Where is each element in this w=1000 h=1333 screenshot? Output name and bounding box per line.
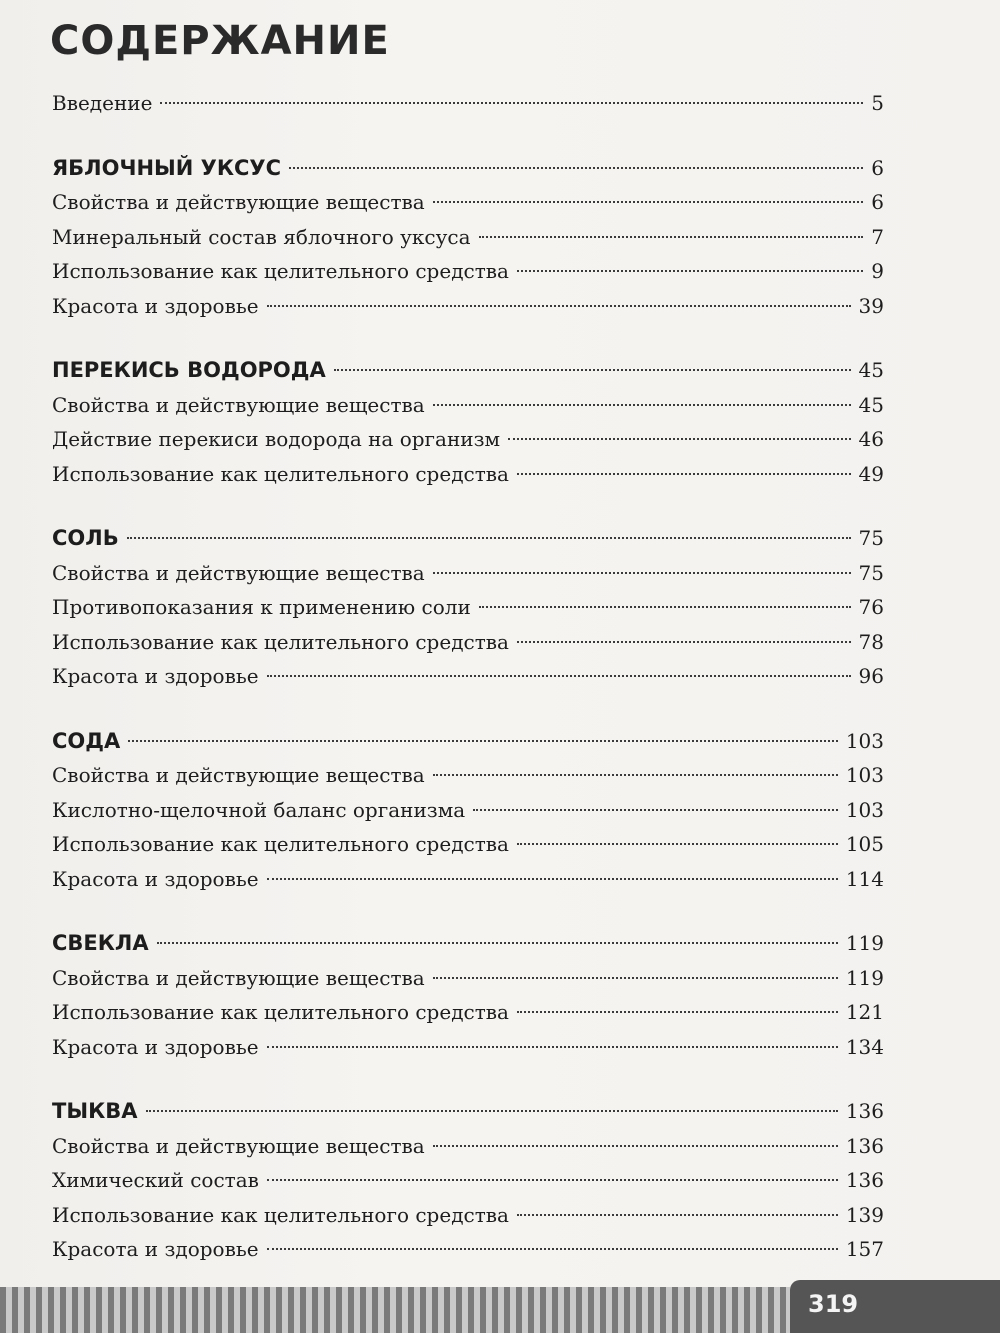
toc-entry-page: 76 — [858, 595, 884, 619]
toc-section — [52, 926, 884, 1064]
toc-entry-label: Свойства и действующие вещества — [52, 763, 425, 787]
toc-entry-label: Красота и здоровье — [52, 664, 259, 688]
dot-leader — [479, 606, 851, 608]
dot-leader — [334, 369, 851, 371]
page-title: СОДЕРЖАНИЕ — [50, 18, 390, 64]
toc-entry-label: Использование как целительного средства — [52, 629, 509, 654]
toc-entry-page: 103 — [845, 728, 884, 753]
toc-entry[interactable] — [52, 862, 884, 897]
toc-entry-page: 45 — [858, 358, 884, 382]
toc-entry-intro[interactable] — [52, 86, 884, 121]
toc-entry[interactable] — [52, 289, 884, 324]
dot-leader — [267, 878, 838, 880]
toc-entry[interactable] — [52, 659, 884, 694]
toc-entry[interactable] — [52, 220, 884, 255]
toc-entry-label: Кислотно-щелочной баланс организма — [52, 797, 466, 822]
toc-entry-label: СВЕКЛА — [52, 931, 149, 955]
toc-entry-page: 78 — [858, 629, 884, 654]
toc-entry-page: 136 — [845, 1133, 884, 1158]
toc-entry-label: Свойства и действующие вещества — [52, 965, 425, 990]
toc-section-heading[interactable] — [52, 151, 884, 186]
toc-entry-page: 105 — [845, 832, 884, 856]
dot-leader — [433, 1145, 838, 1147]
toc-entry[interactable] — [52, 1198, 884, 1233]
toc-entry[interactable] — [52, 827, 884, 862]
toc-entry-page: 5 — [871, 91, 884, 115]
toc-entry-label: Использование как целительного средства — [52, 259, 509, 283]
dot-leader — [517, 843, 838, 845]
toc-entry[interactable] — [52, 1232, 884, 1267]
dot-leader — [473, 809, 838, 811]
toc-entry-label: Химический состав — [52, 1168, 259, 1192]
dot-leader — [433, 572, 851, 574]
toc-section — [52, 353, 884, 491]
toc-entry-label: Использование как целительного средства — [52, 1000, 509, 1024]
toc-entry-label: Минеральный состав яблочного уксуса — [52, 224, 471, 249]
toc-section-heading[interactable] — [52, 521, 884, 556]
toc-entry-label: Действие перекиси водорода на организм — [52, 427, 501, 451]
toc-entry[interactable] — [52, 1163, 884, 1198]
dot-leader — [433, 404, 851, 406]
toc-entry-label: СОДА — [52, 728, 121, 753]
dot-leader — [517, 473, 851, 475]
toc-entry[interactable] — [52, 254, 884, 289]
toc-section — [52, 1094, 884, 1267]
dot-leader — [517, 1011, 838, 1013]
toc-entry[interactable] — [52, 995, 884, 1030]
toc-entry[interactable] — [52, 556, 884, 591]
toc-entry-page: 49 — [858, 461, 884, 486]
toc-entry-page: 7 — [871, 224, 884, 249]
toc-entry-page: 75 — [858, 560, 884, 585]
toc-entry-page: 75 — [858, 526, 884, 550]
toc-entry-label: СОЛЬ — [52, 526, 119, 550]
toc-entry-label: ПЕРЕКИСЬ ВОДОРОДА — [52, 358, 326, 382]
toc-section — [52, 521, 884, 694]
toc-entry-page: 157 — [845, 1237, 884, 1261]
dot-leader — [517, 641, 851, 643]
toc-entry[interactable] — [52, 758, 884, 793]
toc-entry[interactable] — [52, 1030, 884, 1065]
toc-entry-label: Красота и здоровье — [52, 293, 259, 318]
toc-entry-label: Свойства и действующие вещества — [52, 560, 425, 585]
toc-entry-label: Свойства и действующие вещества — [52, 190, 425, 214]
dot-leader — [267, 675, 851, 677]
dot-leader — [160, 102, 863, 104]
toc-entry[interactable] — [52, 625, 884, 660]
dot-leader — [289, 167, 863, 169]
toc-section — [52, 724, 884, 897]
toc-entry[interactable] — [52, 457, 884, 492]
dot-leader — [146, 1110, 838, 1112]
toc-entry-page: 119 — [845, 965, 884, 990]
toc-entry-label: Свойства и действующие вещества — [52, 1133, 425, 1158]
dot-leader — [127, 537, 851, 539]
toc-entry[interactable] — [52, 422, 884, 457]
dot-leader — [479, 236, 864, 238]
toc-entry[interactable] — [52, 793, 884, 828]
toc-entry[interactable] — [52, 590, 884, 625]
toc-entry-page: 6 — [871, 190, 884, 214]
dot-leader — [267, 1179, 838, 1181]
dot-leader — [433, 201, 864, 203]
dot-leader — [433, 774, 838, 776]
toc-entry-page: 114 — [845, 866, 884, 891]
toc-entry[interactable] — [52, 185, 884, 220]
toc-entry-label: Введение — [52, 91, 153, 115]
toc-section-heading[interactable] — [52, 926, 884, 961]
toc-entry-page: 45 — [858, 392, 884, 417]
dot-leader — [157, 942, 838, 944]
toc-entry[interactable] — [52, 388, 884, 423]
toc-entry-page: 139 — [845, 1202, 884, 1227]
toc-entry-page: 119 — [845, 931, 884, 955]
toc-entry-label: Противопоказания к применению соли — [52, 595, 471, 619]
toc-entry-label: Красота и здоровье — [52, 1237, 259, 1261]
dot-leader — [267, 1248, 838, 1250]
toc-entry-label: Использование как целительного средства — [52, 832, 509, 856]
dot-leader — [508, 438, 850, 440]
toc-entry-label: ТЫКВА — [52, 1099, 138, 1123]
toc-section-heading[interactable] — [52, 1094, 884, 1129]
page-number: 319 — [808, 1290, 859, 1318]
toc-entry-label: Красота и здоровье — [52, 866, 259, 891]
toc-entry-page: 103 — [845, 763, 884, 787]
decorative-footer-strip — [0, 1287, 790, 1333]
toc-entry[interactable] — [52, 961, 884, 996]
toc-entry-label: Использование как целительного средства — [52, 1202, 509, 1227]
toc-entry-page: 9 — [871, 259, 884, 283]
toc-entry[interactable] — [52, 1129, 884, 1164]
toc-entry-page: 136 — [845, 1168, 884, 1192]
toc-entry-page: 121 — [845, 1000, 884, 1024]
toc-entry-label: Использование как целительного средства — [52, 461, 509, 486]
toc-section-heading[interactable] — [52, 353, 884, 388]
toc-entry-label: Свойства и действующие вещества — [52, 392, 425, 417]
toc-entry-page: 6 — [871, 155, 884, 180]
dot-leader — [267, 1046, 838, 1048]
toc-entry-page: 46 — [858, 427, 884, 451]
toc-section — [52, 151, 884, 324]
toc-entry-page: 39 — [858, 293, 884, 318]
dot-leader — [517, 270, 863, 272]
toc-entry-page: 103 — [845, 797, 884, 822]
toc-entry-label: Красота и здоровье — [52, 1034, 259, 1059]
toc-section-heading[interactable] — [52, 724, 884, 759]
dot-leader — [267, 305, 851, 307]
toc-entry-label: ЯБЛОЧНЫЙ УКСУС — [52, 155, 282, 180]
dot-leader — [128, 740, 838, 742]
dot-leader — [517, 1214, 838, 1216]
toc-entry-page: 96 — [858, 664, 884, 688]
dot-leader — [433, 977, 838, 979]
table-of-contents — [52, 86, 884, 1267]
toc-entry-page: 136 — [845, 1099, 884, 1123]
toc-entry-page: 134 — [845, 1034, 884, 1059]
